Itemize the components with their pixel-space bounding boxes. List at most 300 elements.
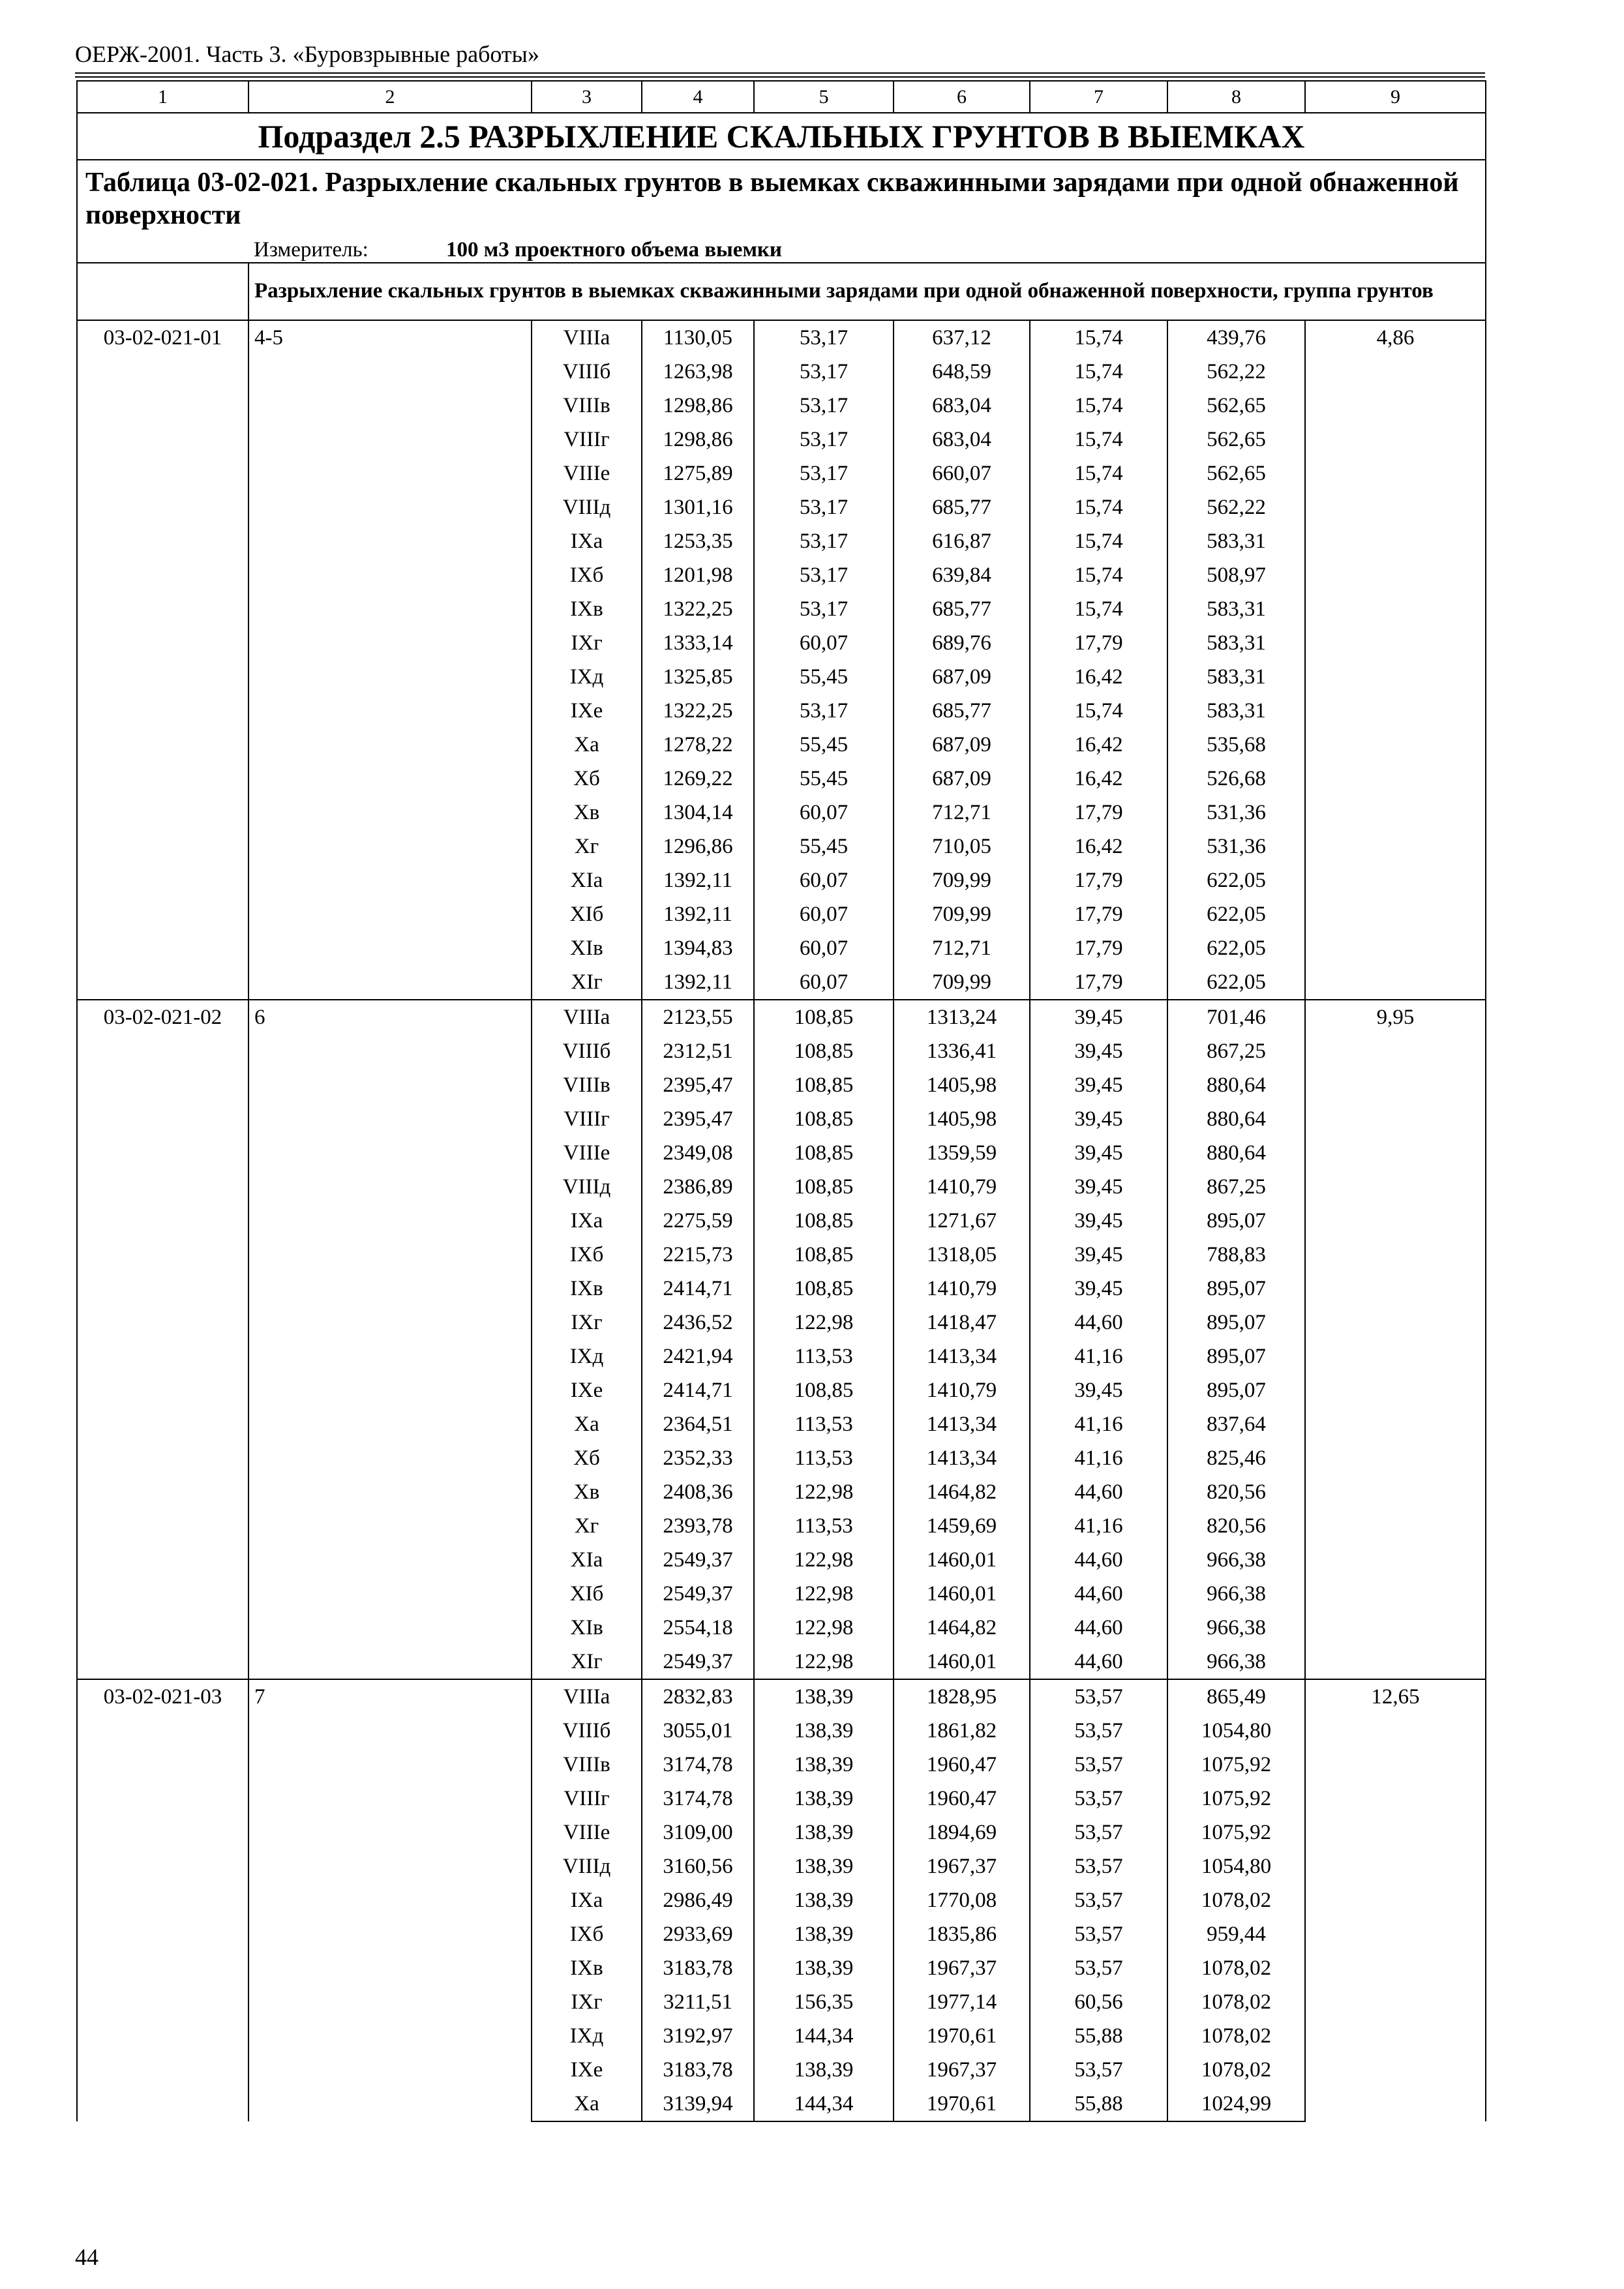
machine-cost: 709,99 <box>894 863 1030 897</box>
soil-category: IXв <box>532 1951 642 1985</box>
column-number: 5 <box>754 81 894 113</box>
material-cost: 867,25 <box>1167 1034 1305 1068</box>
labor-cost: 108,85 <box>754 1272 894 1306</box>
machine-cost: 1359,59 <box>894 1136 1030 1170</box>
table-title-row <box>77 160 1486 237</box>
material-cost: 895,07 <box>1167 1204 1305 1238</box>
labor-cost: 122,98 <box>754 1577 894 1611</box>
operator-wage: 53,57 <box>1030 1883 1167 1917</box>
machine-cost: 712,71 <box>894 931 1030 965</box>
total-cost: 1333,14 <box>642 626 754 660</box>
material-cost: 966,38 <box>1167 1611 1305 1645</box>
material-cost: 820,56 <box>1167 1475 1305 1509</box>
material-cost: 966,38 <box>1167 1543 1305 1577</box>
operator-wage: 39,45 <box>1030 1170 1167 1204</box>
description-row <box>77 263 1486 320</box>
machine-cost: 637,12 <box>894 320 1030 355</box>
operator-wage: 17,79 <box>1030 626 1167 660</box>
material-cost: 1054,80 <box>1167 1849 1305 1883</box>
machine-cost: 1413,34 <box>894 1441 1030 1475</box>
norm-code: 03-02-021-03 <box>77 1679 248 2121</box>
operator-wage: 15,74 <box>1030 694 1167 728</box>
total-cost: 2832,83 <box>642 1679 754 1714</box>
operator-wage: 53,57 <box>1030 1714 1167 1748</box>
operator-wage: 15,74 <box>1030 490 1167 524</box>
column-number: 3 <box>532 81 642 113</box>
labor-cost: 122,98 <box>754 1543 894 1577</box>
material-cost: 880,64 <box>1167 1136 1305 1170</box>
labor-cost: 53,17 <box>754 423 894 456</box>
table-description: Разрыхление скальных грунтов в выемках скважинными зарядами при одной обнаженной поверхности, группа грунтов <box>248 263 1486 320</box>
material-cost: 583,31 <box>1167 660 1305 694</box>
norm-code: 03-02-021-01 <box>77 320 248 1000</box>
machine-cost: 1410,79 <box>894 1272 1030 1306</box>
operator-wage: 53,57 <box>1030 1849 1167 1883</box>
labor-cost: 138,39 <box>754 2053 894 2087</box>
labor-cost: 156,35 <box>754 1985 894 2019</box>
material-cost: 867,25 <box>1167 1170 1305 1204</box>
machine-cost: 1894,69 <box>894 1816 1030 1849</box>
total-cost: 1325,85 <box>642 660 754 694</box>
total-cost: 2408,36 <box>642 1475 754 1509</box>
operator-wage: 41,16 <box>1030 1509 1167 1543</box>
total-cost: 1322,25 <box>642 592 754 626</box>
labor-cost: 113,53 <box>754 1339 894 1373</box>
column-number: 7 <box>1030 81 1167 113</box>
soil-category: IXб <box>532 1917 642 1951</box>
machine-cost: 687,09 <box>894 660 1030 694</box>
machine-cost: 709,99 <box>894 965 1030 1000</box>
total-cost: 2395,47 <box>642 1102 754 1136</box>
total-cost: 1269,22 <box>642 762 754 796</box>
material-cost: 583,31 <box>1167 592 1305 626</box>
material-cost: 1075,92 <box>1167 1748 1305 1782</box>
total-cost: 1394,83 <box>642 931 754 965</box>
machine-cost: 1835,86 <box>894 1917 1030 1951</box>
labor-cost: 108,85 <box>754 1034 894 1068</box>
labor-cost: 138,39 <box>754 1748 894 1782</box>
operator-wage: 15,74 <box>1030 456 1167 490</box>
machine-cost: 1459,69 <box>894 1509 1030 1543</box>
labor-cost: 53,17 <box>754 558 894 592</box>
operator-wage: 17,79 <box>1030 931 1167 965</box>
soil-category: Xб <box>532 1441 642 1475</box>
material-cost: 562,22 <box>1167 490 1305 524</box>
machine-cost: 710,05 <box>894 830 1030 863</box>
total-cost: 2393,78 <box>642 1509 754 1543</box>
soil-category: VIIIе <box>532 456 642 490</box>
soil-category: VIIIд <box>532 1849 642 1883</box>
labor-cost: 144,34 <box>754 2087 894 2121</box>
total-cost: 1253,35 <box>642 524 754 558</box>
soil-category: Xв <box>532 1475 642 1509</box>
total-cost: 3055,01 <box>642 1714 754 1748</box>
total-cost: 1301,16 <box>642 490 754 524</box>
labor-cost: 108,85 <box>754 1136 894 1170</box>
soil-category: VIIIг <box>532 1102 642 1136</box>
soil-group: 4-5 <box>248 320 532 1000</box>
machine-cost: 648,59 <box>894 355 1030 389</box>
soil-category: IXб <box>532 1238 642 1272</box>
material-cost: 820,56 <box>1167 1509 1305 1543</box>
machine-cost: 1271,67 <box>894 1204 1030 1238</box>
material-cost: 895,07 <box>1167 1272 1305 1306</box>
labor-cost: 53,17 <box>754 592 894 626</box>
operator-wage: 55,88 <box>1030 2087 1167 2121</box>
material-cost: 531,36 <box>1167 830 1305 863</box>
soil-category: XIб <box>532 1577 642 1611</box>
total-cost: 3192,97 <box>642 2019 754 2053</box>
soil-category: IXд <box>532 1339 642 1373</box>
total-cost: 1298,86 <box>642 423 754 456</box>
soil-category: VIIIв <box>532 389 642 423</box>
total-cost: 2275,59 <box>642 1204 754 1238</box>
labor-cost: 53,17 <box>754 355 894 389</box>
labor-cost: 144,34 <box>754 2019 894 2053</box>
material-cost: 562,65 <box>1167 423 1305 456</box>
material-cost: 526,68 <box>1167 762 1305 796</box>
table-title: Таблица 03-02-021. Разрыхление скальных грунтов в выемках скважинными зарядами при одной обнаженной поверхности <box>77 160 1486 237</box>
material-cost: 880,64 <box>1167 1068 1305 1102</box>
soil-category: XIв <box>532 931 642 965</box>
operator-wage: 16,42 <box>1030 830 1167 863</box>
operator-wage: 39,45 <box>1030 1034 1167 1068</box>
total-cost: 2436,52 <box>642 1306 754 1339</box>
material-cost: 508,97 <box>1167 558 1305 592</box>
soil-category: Xг <box>532 830 642 863</box>
header-rule <box>75 76 1485 78</box>
total-cost: 2414,71 <box>642 1272 754 1306</box>
material-cost: 439,76 <box>1167 320 1305 355</box>
material-cost: 1075,92 <box>1167 1816 1305 1849</box>
labor-cost: 138,39 <box>754 1951 894 1985</box>
total-cost: 2549,37 <box>642 1543 754 1577</box>
material-cost: 895,07 <box>1167 1373 1305 1407</box>
soil-category: Xа <box>532 728 642 762</box>
labor-hours: 9,95 <box>1305 1000 1486 1679</box>
labor-cost: 113,53 <box>754 1509 894 1543</box>
labor-cost: 53,17 <box>754 456 894 490</box>
operator-wage: 55,88 <box>1030 2019 1167 2053</box>
material-cost: 622,05 <box>1167 897 1305 931</box>
total-cost: 3183,78 <box>642 1951 754 1985</box>
soil-category: IXд <box>532 2019 642 2053</box>
labor-cost: 138,39 <box>754 1883 894 1917</box>
total-cost: 3160,56 <box>642 1849 754 1883</box>
section-title: Подраздел 2.5 РАЗРЫХЛЕНИЕ СКАЛЬНЫХ ГРУНТОВ В ВЫЕМКАХ <box>77 113 1486 160</box>
operator-wage: 60,56 <box>1030 1985 1167 2019</box>
material-cost: 1078,02 <box>1167 2053 1305 2087</box>
soil-category: IXд <box>532 660 642 694</box>
total-cost: 1304,14 <box>642 796 754 830</box>
operator-wage: 44,60 <box>1030 1645 1167 1679</box>
operator-wage: 16,42 <box>1030 728 1167 762</box>
operator-wage: 17,79 <box>1030 863 1167 897</box>
machine-cost: 1410,79 <box>894 1373 1030 1407</box>
material-cost: 959,44 <box>1167 1917 1305 1951</box>
machine-cost: 1960,47 <box>894 1782 1030 1816</box>
soil-category: VIIIб <box>532 355 642 389</box>
machine-cost: 685,77 <box>894 592 1030 626</box>
table-row <box>77 320 1486 355</box>
machine-cost: 639,84 <box>894 558 1030 592</box>
soil-category: Xг <box>532 1509 642 1543</box>
material-cost: 562,65 <box>1167 456 1305 490</box>
soil-category: IXг <box>532 1985 642 2019</box>
labor-cost: 55,45 <box>754 830 894 863</box>
machine-cost: 1464,82 <box>894 1475 1030 1509</box>
material-cost: 562,22 <box>1167 355 1305 389</box>
labor-cost: 55,45 <box>754 762 894 796</box>
material-cost: 622,05 <box>1167 863 1305 897</box>
total-cost: 3139,94 <box>642 2087 754 2121</box>
material-cost: 1078,02 <box>1167 1883 1305 1917</box>
norm-code: 03-02-021-02 <box>77 1000 248 1679</box>
machine-cost: 1405,98 <box>894 1068 1030 1102</box>
operator-wage: 15,74 <box>1030 423 1167 456</box>
labor-cost: 108,85 <box>754 1170 894 1204</box>
total-cost: 1263,98 <box>642 355 754 389</box>
material-cost: 788,83 <box>1167 1238 1305 1272</box>
soil-category: IXб <box>532 558 642 592</box>
material-cost: 1078,02 <box>1167 1951 1305 1985</box>
total-cost: 3174,78 <box>642 1782 754 1816</box>
labor-cost: 108,85 <box>754 1204 894 1238</box>
norms-table <box>76 80 1486 2122</box>
operator-wage: 44,60 <box>1030 1543 1167 1577</box>
labor-cost: 60,07 <box>754 897 894 931</box>
total-cost: 3183,78 <box>642 2053 754 2087</box>
operator-wage: 41,16 <box>1030 1407 1167 1441</box>
operator-wage: 53,57 <box>1030 1816 1167 1849</box>
machine-cost: 1313,24 <box>894 1000 1030 1034</box>
machine-cost: 1828,95 <box>894 1679 1030 1714</box>
material-cost: 535,68 <box>1167 728 1305 762</box>
total-cost: 2933,69 <box>642 1917 754 1951</box>
soil-category: VIIIд <box>532 490 642 524</box>
total-cost: 2386,89 <box>642 1170 754 1204</box>
machine-cost: 1464,82 <box>894 1611 1030 1645</box>
total-cost: 2986,49 <box>642 1883 754 1917</box>
machine-cost: 1967,37 <box>894 2053 1030 2087</box>
labor-cost: 53,17 <box>754 524 894 558</box>
labor-cost: 108,85 <box>754 1373 894 1407</box>
material-cost: 825,46 <box>1167 1441 1305 1475</box>
labor-cost: 108,85 <box>754 1000 894 1034</box>
soil-category: XIа <box>532 1543 642 1577</box>
soil-category: VIIIе <box>532 1816 642 1849</box>
machine-cost: 1967,37 <box>894 1849 1030 1883</box>
soil-category: XIб <box>532 897 642 931</box>
running-header: ОЕРЖ-2001. Часть 3. «Буровзрывные работы» <box>75 41 539 67</box>
machine-cost: 616,87 <box>894 524 1030 558</box>
soil-category: IXг <box>532 626 642 660</box>
total-cost: 1278,22 <box>642 728 754 762</box>
total-cost: 1322,25 <box>642 694 754 728</box>
operator-wage: 53,57 <box>1030 1679 1167 1714</box>
operator-wage: 53,57 <box>1030 1951 1167 1985</box>
material-cost: 966,38 <box>1167 1577 1305 1611</box>
machine-cost: 1318,05 <box>894 1238 1030 1272</box>
soil-category: Xа <box>532 1407 642 1441</box>
material-cost: 562,65 <box>1167 389 1305 423</box>
column-number: 1 <box>77 81 248 113</box>
labor-cost: 108,85 <box>754 1068 894 1102</box>
labor-cost: 60,07 <box>754 796 894 830</box>
soil-category: VIIIб <box>532 1034 642 1068</box>
total-cost: 2554,18 <box>642 1611 754 1645</box>
operator-wage: 39,45 <box>1030 1136 1167 1170</box>
machine-cost: 683,04 <box>894 423 1030 456</box>
labor-cost: 53,17 <box>754 490 894 524</box>
machine-cost: 709,99 <box>894 897 1030 931</box>
material-cost: 622,05 <box>1167 965 1305 1000</box>
column-number: 9 <box>1305 81 1486 113</box>
column-number: 2 <box>248 81 532 113</box>
operator-wage: 44,60 <box>1030 1577 1167 1611</box>
labor-cost: 113,53 <box>754 1441 894 1475</box>
material-cost: 837,64 <box>1167 1407 1305 1441</box>
soil-category: IXа <box>532 1883 642 1917</box>
machine-cost: 1336,41 <box>894 1034 1030 1068</box>
soil-category: IXе <box>532 1373 642 1407</box>
operator-wage: 15,74 <box>1030 355 1167 389</box>
meter-value: 100 м3 проектного объема выемки <box>446 237 782 262</box>
operator-wage: 53,57 <box>1030 1917 1167 1951</box>
operator-wage: 39,45 <box>1030 1373 1167 1407</box>
material-cost: 1078,02 <box>1167 2019 1305 2053</box>
soil-category: IXа <box>532 1204 642 1238</box>
machine-cost: 1970,61 <box>894 2087 1030 2121</box>
material-cost: 583,31 <box>1167 524 1305 558</box>
soil-category: IXе <box>532 694 642 728</box>
operator-wage: 53,57 <box>1030 1782 1167 1816</box>
machine-cost: 1460,01 <box>894 1577 1030 1611</box>
operator-wage: 44,60 <box>1030 1306 1167 1339</box>
total-cost: 1392,11 <box>642 863 754 897</box>
operator-wage: 53,57 <box>1030 2053 1167 2087</box>
labor-cost: 138,39 <box>754 1679 894 1714</box>
machine-cost: 1418,47 <box>894 1306 1030 1339</box>
labor-cost: 122,98 <box>754 1645 894 1679</box>
labor-cost: 55,45 <box>754 660 894 694</box>
labor-cost: 138,39 <box>754 1782 894 1816</box>
soil-category: XIг <box>532 1645 642 1679</box>
labor-cost: 55,45 <box>754 728 894 762</box>
labor-cost: 53,17 <box>754 694 894 728</box>
machine-cost: 1970,61 <box>894 2019 1030 2053</box>
operator-wage: 44,60 <box>1030 1611 1167 1645</box>
material-cost: 1075,92 <box>1167 1782 1305 1816</box>
operator-wage: 15,74 <box>1030 320 1167 355</box>
operator-wage: 39,45 <box>1030 1238 1167 1272</box>
soil-category: VIIIв <box>532 1748 642 1782</box>
machine-cost: 683,04 <box>894 389 1030 423</box>
section-title-row <box>77 113 1486 160</box>
machine-cost: 687,09 <box>894 728 1030 762</box>
material-cost: 531,36 <box>1167 796 1305 830</box>
column-number: 4 <box>642 81 754 113</box>
operator-wage: 17,79 <box>1030 796 1167 830</box>
total-cost: 3109,00 <box>642 1816 754 1849</box>
labor-cost: 53,17 <box>754 320 894 355</box>
material-cost: 622,05 <box>1167 931 1305 965</box>
total-cost: 2352,33 <box>642 1441 754 1475</box>
labor-cost: 138,39 <box>754 1917 894 1951</box>
total-cost: 3211,51 <box>642 1985 754 2019</box>
total-cost: 1392,11 <box>642 897 754 931</box>
soil-category: VIIIв <box>532 1068 642 1102</box>
operator-wage: 39,45 <box>1030 1000 1167 1034</box>
soil-category: IXв <box>532 592 642 626</box>
labor-cost: 60,07 <box>754 965 894 1000</box>
operator-wage: 39,45 <box>1030 1204 1167 1238</box>
column-number: 6 <box>894 81 1030 113</box>
material-cost: 1024,99 <box>1167 2087 1305 2121</box>
soil-category: VIIIг <box>532 423 642 456</box>
total-cost: 2395,47 <box>642 1068 754 1102</box>
machine-cost: 1460,01 <box>894 1645 1030 1679</box>
machine-cost: 689,76 <box>894 626 1030 660</box>
meter-label: Измеритель: <box>254 237 368 262</box>
table-row <box>77 1000 1486 1034</box>
column-number: 8 <box>1167 81 1305 113</box>
labor-cost: 53,17 <box>754 389 894 423</box>
material-cost: 895,07 <box>1167 1306 1305 1339</box>
labor-cost: 113,53 <box>754 1407 894 1441</box>
operator-wage: 16,42 <box>1030 762 1167 796</box>
machine-cost: 1960,47 <box>894 1748 1030 1782</box>
soil-category: IXе <box>532 2053 642 2087</box>
total-cost: 2123,55 <box>642 1000 754 1034</box>
operator-wage: 44,60 <box>1030 1475 1167 1509</box>
operator-wage: 15,74 <box>1030 558 1167 592</box>
operator-wage: 17,79 <box>1030 897 1167 931</box>
machine-cost: 1405,98 <box>894 1102 1030 1136</box>
soil-group: 6 <box>248 1000 532 1679</box>
operator-wage: 15,74 <box>1030 524 1167 558</box>
total-cost: 3174,78 <box>642 1748 754 1782</box>
soil-category: IXг <box>532 1306 642 1339</box>
labor-cost: 108,85 <box>754 1238 894 1272</box>
operator-wage: 16,42 <box>1030 660 1167 694</box>
total-cost: 2414,71 <box>642 1373 754 1407</box>
soil-category: VIIIг <box>532 1782 642 1816</box>
column-numbers-row <box>77 81 1486 113</box>
operator-wage: 41,16 <box>1030 1339 1167 1373</box>
operator-wage: 15,74 <box>1030 389 1167 423</box>
soil-category: VIIIа <box>532 320 642 355</box>
table-row <box>77 1679 1486 1714</box>
soil-category: VIIIа <box>532 1000 642 1034</box>
total-cost: 1392,11 <box>642 965 754 1000</box>
machine-cost: 685,77 <box>894 694 1030 728</box>
operator-wage: 39,45 <box>1030 1068 1167 1102</box>
total-cost: 1201,98 <box>642 558 754 592</box>
machine-cost: 1410,79 <box>894 1170 1030 1204</box>
labor-cost: 60,07 <box>754 863 894 897</box>
material-cost: 966,38 <box>1167 1645 1305 1679</box>
total-cost: 1296,86 <box>642 830 754 863</box>
labor-cost: 122,98 <box>754 1306 894 1339</box>
total-cost: 2349,08 <box>642 1136 754 1170</box>
machine-cost: 1861,82 <box>894 1714 1030 1748</box>
machine-cost: 1967,37 <box>894 1951 1030 1985</box>
labor-hours: 12,65 <box>1305 1679 1486 2121</box>
operator-wage: 17,79 <box>1030 965 1167 1000</box>
operator-wage: 53,57 <box>1030 1748 1167 1782</box>
material-cost: 1054,80 <box>1167 1714 1305 1748</box>
